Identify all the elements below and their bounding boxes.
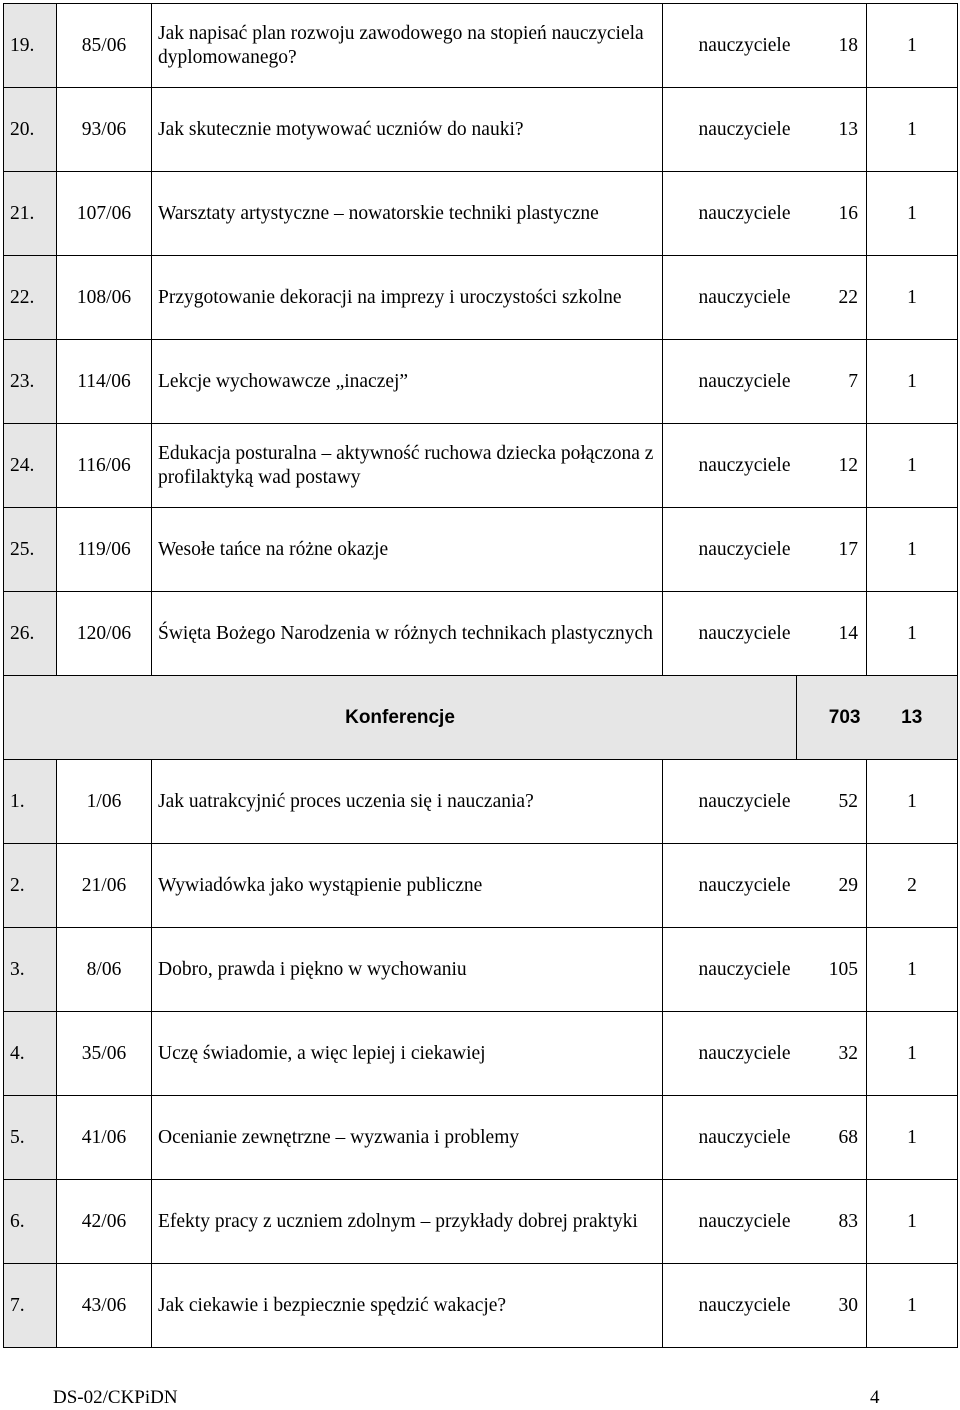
course-code: 43/06 bbox=[57, 1264, 152, 1348]
course-code: 116/06 bbox=[57, 424, 152, 508]
course-audience: nauczyciele bbox=[663, 928, 797, 1012]
course-hours: 16 bbox=[797, 172, 867, 256]
table-row bbox=[4, 1096, 958, 1180]
course-hours: 13 bbox=[797, 88, 867, 172]
section-groups-total: 13 bbox=[867, 676, 958, 760]
course-audience: nauczyciele bbox=[663, 88, 797, 172]
course-groups: 1 bbox=[867, 88, 958, 172]
course-title: Ocenianie zewnętrzne – wyzwania i problemy bbox=[152, 1096, 663, 1180]
table-row bbox=[4, 88, 958, 172]
course-groups: 1 bbox=[867, 4, 958, 88]
table-row bbox=[4, 424, 958, 508]
table-row bbox=[4, 4, 958, 88]
course-title: Wesołe tańce na różne okazje bbox=[152, 508, 663, 592]
course-title: Edukacja posturalna – aktywność ruchowa dziecka połączona z profilaktyką wad postawy bbox=[152, 424, 663, 508]
course-title: Warsztaty artystyczne – nowatorskie techniki plastyczne bbox=[152, 172, 663, 256]
course-audience: nauczyciele bbox=[663, 424, 797, 508]
course-hours: 32 bbox=[797, 1012, 867, 1096]
table-row bbox=[4, 256, 958, 340]
course-code: 114/06 bbox=[57, 340, 152, 424]
course-title: Wywiadówka jako wystąpienie publiczne bbox=[152, 844, 663, 928]
table-row bbox=[4, 340, 958, 424]
course-audience: nauczyciele bbox=[663, 256, 797, 340]
course-code: 85/06 bbox=[57, 4, 152, 88]
course-audience: nauczyciele bbox=[663, 1096, 797, 1180]
course-hours: 18 bbox=[797, 4, 867, 88]
course-code: 119/06 bbox=[57, 508, 152, 592]
course-code: 8/06 bbox=[57, 928, 152, 1012]
table-row bbox=[4, 1264, 958, 1348]
table-row bbox=[4, 1012, 958, 1096]
course-code: 107/06 bbox=[57, 172, 152, 256]
table-body bbox=[4, 4, 958, 1348]
course-hours: 30 bbox=[797, 1264, 867, 1348]
row-number: 23. bbox=[4, 340, 57, 424]
course-title: Efekty pracy z uczniem zdolnym – przykłady dobrej praktyki bbox=[152, 1180, 663, 1264]
row-number: 22. bbox=[4, 256, 57, 340]
row-number: 1. bbox=[4, 760, 57, 844]
course-groups: 1 bbox=[867, 592, 958, 676]
table-row bbox=[4, 1180, 958, 1264]
course-hours: 22 bbox=[797, 256, 867, 340]
course-audience: nauczyciele bbox=[663, 844, 797, 928]
course-code: 93/06 bbox=[57, 88, 152, 172]
course-audience: nauczyciele bbox=[663, 172, 797, 256]
table-row bbox=[4, 928, 958, 1012]
row-number: 21. bbox=[4, 172, 57, 256]
course-audience: nauczyciele bbox=[663, 4, 797, 88]
course-groups: 1 bbox=[867, 256, 958, 340]
course-title: Święta Bożego Narodzenia w różnych technikach plastycznych bbox=[152, 592, 663, 676]
course-hours: 7 bbox=[797, 340, 867, 424]
section-row-konferencje bbox=[4, 676, 958, 760]
course-audience: nauczyciele bbox=[663, 1264, 797, 1348]
course-groups: 1 bbox=[867, 1264, 958, 1348]
course-hours: 14 bbox=[797, 592, 867, 676]
course-title: Jak uatrakcyjnić proces uczenia się i nauczania? bbox=[152, 760, 663, 844]
row-number: 19. bbox=[4, 4, 57, 88]
course-hours: 68 bbox=[797, 1096, 867, 1180]
course-audience: nauczyciele bbox=[663, 340, 797, 424]
page-number: 4 bbox=[870, 1387, 880, 1408]
course-audience: nauczyciele bbox=[663, 592, 797, 676]
course-groups: 1 bbox=[867, 424, 958, 508]
row-number: 7. bbox=[4, 1264, 57, 1348]
course-hours: 105 bbox=[797, 928, 867, 1012]
row-number: 24. bbox=[4, 424, 57, 508]
row-number: 25. bbox=[4, 508, 57, 592]
course-groups: 1 bbox=[867, 508, 958, 592]
table-row bbox=[4, 172, 958, 256]
course-groups: 1 bbox=[867, 760, 958, 844]
course-groups: 2 bbox=[867, 844, 958, 928]
course-title: Uczę świadomie, a więc lepiej i ciekawiej bbox=[152, 1012, 663, 1096]
course-title: Lekcje wychowawcze „inaczej” bbox=[152, 340, 663, 424]
row-number: 4. bbox=[4, 1012, 57, 1096]
course-audience: nauczyciele bbox=[663, 1180, 797, 1264]
course-audience: nauczyciele bbox=[663, 508, 797, 592]
course-groups: 1 bbox=[867, 1096, 958, 1180]
table-row bbox=[4, 844, 958, 928]
course-groups: 1 bbox=[867, 172, 958, 256]
course-hours: 29 bbox=[797, 844, 867, 928]
course-title: Jak skutecznie motywować uczniów do nauki? bbox=[152, 88, 663, 172]
course-title: Jak ciekawie i bezpiecznie spędzić wakacje? bbox=[152, 1264, 663, 1348]
course-title: Dobro, prawda i piękno w wychowaniu bbox=[152, 928, 663, 1012]
course-groups: 1 bbox=[867, 340, 958, 424]
document-code: DS-02/CKPiDN bbox=[53, 1387, 178, 1408]
course-groups: 1 bbox=[867, 1012, 958, 1096]
row-number: 26. bbox=[4, 592, 57, 676]
table-row bbox=[4, 760, 958, 844]
row-number: 2. bbox=[4, 844, 57, 928]
course-code: 120/06 bbox=[57, 592, 152, 676]
courses-table bbox=[3, 3, 957, 1348]
course-hours: 83 bbox=[797, 1180, 867, 1264]
course-code: 21/06 bbox=[57, 844, 152, 928]
course-code: 108/06 bbox=[57, 256, 152, 340]
course-code: 41/06 bbox=[57, 1096, 152, 1180]
section-title: Konferencje bbox=[4, 676, 797, 760]
course-hours: 52 bbox=[797, 760, 867, 844]
course-audience: nauczyciele bbox=[663, 760, 797, 844]
table-row bbox=[4, 592, 958, 676]
course-groups: 1 bbox=[867, 928, 958, 1012]
course-title: Jak napisać plan rozwoju zawodowego na stopień nauczyciela dyplomowanego? bbox=[152, 4, 663, 88]
course-hours: 12 bbox=[797, 424, 867, 508]
course-audience: nauczyciele bbox=[663, 1012, 797, 1096]
table-row bbox=[4, 508, 958, 592]
row-number: 20. bbox=[4, 88, 57, 172]
row-number: 6. bbox=[4, 1180, 57, 1264]
course-title: Przygotowanie dekoracji na imprezy i uroczystości szkolne bbox=[152, 256, 663, 340]
section-hours-total: 703 bbox=[797, 676, 867, 760]
course-groups: 1 bbox=[867, 1180, 958, 1264]
course-code: 35/06 bbox=[57, 1012, 152, 1096]
row-number: 5. bbox=[4, 1096, 57, 1180]
course-code: 42/06 bbox=[57, 1180, 152, 1264]
course-code: 1/06 bbox=[57, 760, 152, 844]
course-hours: 17 bbox=[797, 508, 867, 592]
row-number: 3. bbox=[4, 928, 57, 1012]
